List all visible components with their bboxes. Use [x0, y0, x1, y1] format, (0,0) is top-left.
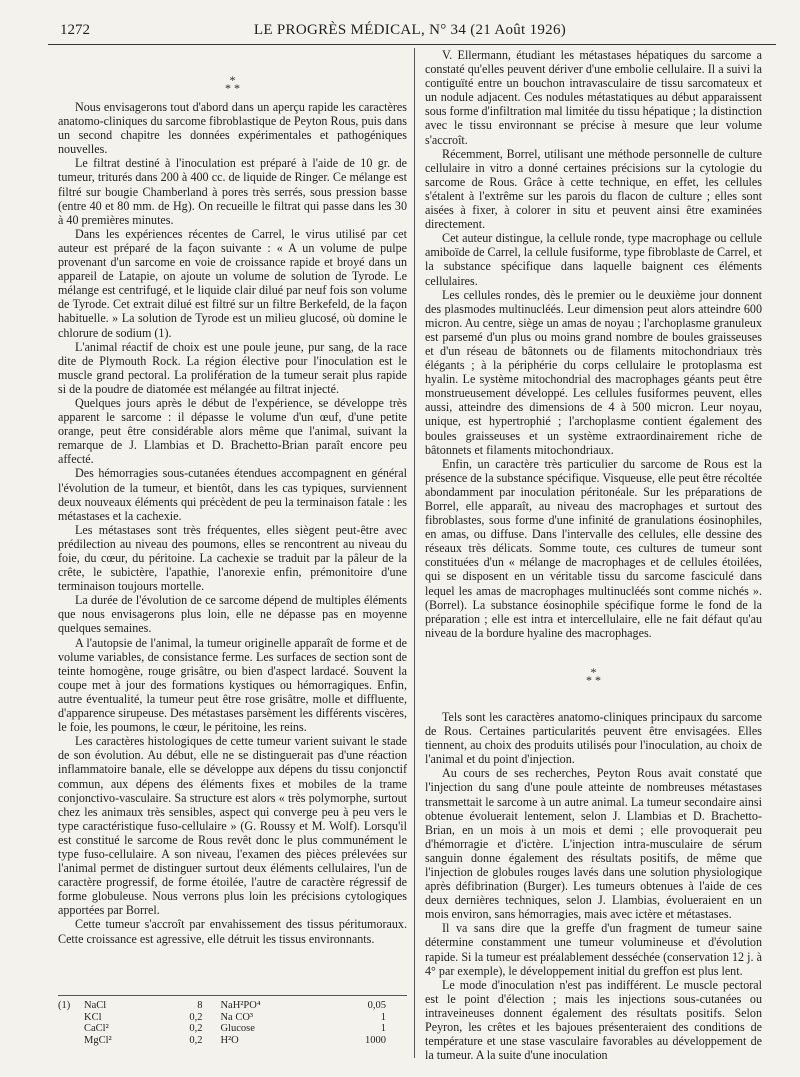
- paragraph: Les métastases sont très fréquentes, elles siègent peut-être avec prédilection au niveau des poumons, elles se rencontrent au niveau du foie, du cœur, du péritoine. La cachexie se traduit par la pâleur de la crête, le subictère, l'apathie, l'anorexie enfin, prémonitoire d'une terminaison toujours mortelle.: [58, 522, 407, 594]
- paragraph: Nous envisagerons tout d'abord dans un aperçu rapide les caractères anatomo-cliniques du sarcome fibroblastique de Peyton Rous, puis dans un second chapitre les données expérimentales et pathogéniques nouvelles.: [58, 100, 407, 157]
- footnote-cell: 0,2: [189, 1034, 203, 1046]
- footnote-cell: NaCl: [84, 1000, 107, 1011]
- footnote-cell: NaH²PO⁴: [220, 1000, 261, 1011]
- column-divider: [414, 48, 415, 1058]
- right-column: [425, 48, 762, 1062]
- journal-title: LE PROGRÈS MÉDICAL, N° 34 (21 Août 1926): [253, 22, 567, 38]
- footnote-cell: 0,2: [189, 1023, 203, 1034]
- footnote-row: [58, 1012, 404, 1024]
- paragraph: Dans les expériences récentes de Carrel, le virus utilisé par cet auteur est préparé de la façon suivante : « A un volume de pulpe provenant d'un sarcome en voie de croissance rapide et broyé dans un appareil de Latapie, on ajoute un volume de solution de Tyrode. Le mélange est centrifugé, et le liquide clair dilué par neuf fois son volume de Tyrode. Cet extrait dilué est filtré sur un filtre Berkefeld, de la façon habituelle. » La solution de Tyrode est un milieu glucosé, où domine le chlorure de sodium (1).: [58, 226, 407, 340]
- paragraph: Au cours de ses recherches, Peyton Rous avait constaté que l'injection du sang d'une poule atteinte de nombreuses métastases transmettait le sarcome à un autre animal. La tumeur secondaire ainsi obtenue évoluerait lentement, selon J. Llambias et D. Brachetto-Brian, en un mois à un mois et demi ; elle provoquerait peu d'hémorragie et d'ictère. L'injection intra-musculaire de sérum sanguin donne également des résultats positifs, de même que l'injection de globules rouges lavés dans une solution physiologique après défibrination (Burger). Les tumeurs obtenues à l'aide de ces deux dernières techniques, selon J. Llambias, évolueraient en un mois environ, sans hémorragies, mais avec ictère et métastases.: [425, 766, 762, 922]
- footnote-cell: CaCl²: [84, 1023, 109, 1034]
- paragraph: Les cellules rondes, dès le premier ou le deuxième jour donnent des plasmodes multinucléés. Leur dimension peut alors atteindre 600 micron. Au centre, siège un amas de noyau ; l'archoplasme granuleux est parsemé d'un plus ou moins grand nombre de boules graisseuses et d'un réseau de bâtonnets ou de filaments mitochondriaux très élégants ; à la périphérie du corps cellulaire le protoplasma est hyalin. Le système mitochondrial des macrophages géants peut être monstrueusement développé. Les cellules fusiformes peuvent, elles aussi, atteindre des dimensions de 4 à 500 micron. Leur noyau, unique, est hypertrophié ; l'archoplasme contient également des boules graisseuses et un système extraordinairement riche de bâtonnets et filaments mitochondriaux.: [425, 287, 762, 457]
- paragraph: Tels sont les caractères anatomo-cliniques principaux du sarcome de Rous. Certaines particularités peuvent être envisagées. Elles tiennent, au choix des produits utilisés pour l'inoculation, au choix de l'animal et du point d'injection.: [425, 709, 762, 767]
- paragraph: Il va sans dire que la greffe d'un fragment de tumeur saine détermine constamment une tumeur volumineuse et d'évolution rapide. Si la tumeur est préalablement desséchée (conservation 12 j. à 4° par exemple), le développement initial du greffon est plus lent.: [425, 921, 762, 978]
- page-number: 1272: [60, 22, 90, 38]
- footnote-cell: MgCl²: [84, 1034, 112, 1046]
- paragraph: L'animal réactif de choix est une poule jeune, pur sang, de la race dite de Plymouth Rock. La région élective pour l'inoculation est le muscle grand pectoral. La prolifération de la tumeur serait plus rapide si de la poudre de diatomée est mélangée au filtrat injecté.: [58, 339, 407, 396]
- paragraph: Enfin, un caractère très particulier du sarcome de Rous est la présence de la substance spécifique. Visqueuse, elle peut être récoltée abondamment par inoculation péritonéale. Sur les préparations de Borrel, elle apparaît, au niveau des macrophages et surtout des fibroblastes, sous forme d'une infinité de granulations éosinophiles, en amas, ou diffuse. Dans l'intervalle des cellules, elle dessine des réseaux très délicats. Somme toute, ces cultures de tumeur sont constituées d'un « mélange de macrophages et de cellules étoilées, qui se disposent en un véritable tissu du sarcome fasciculé dans lequel les amas de macrophages multinucléés sont comme nichés ». (Borrel). La substance éosinophile spécifique forme le fond de la préparation ; elle est intra et intercellulaire, elle ne fait défaut qu'au niveau de la bordure hyaline des macrophages.: [425, 456, 762, 640]
- page-header: [60, 22, 760, 42]
- footnote-table: [58, 1000, 404, 1046]
- paragraph: Les caractères histologiques de cette tumeur varient suivant le stade de son évolution. Au début, elle ne se distinguerait pas d'une réaction inflammatoire banale, elle se développe aux dépens du tissu conjonctif commun, aux dépens des éléments fixes et mobiles de la trame conjonctivo-vasculaire. Sa structure est alors « très polymorphe, surtout chez les animaux très sensibles, aspect qui converge peu à peu vers le type caractéristique fuso-cellulaire » (G. Roussy et M. Wolf). Lorsqu'il est constitué le sarcome de Rous revêt donc le plus communément le type fuso-cellulaire. A son niveau, l'examen des pièces prélevées sur l'animal permet de distinguer surtout deux éléments cellulaires, l'un de caractère progressif, de forme étoilée, l'autre de caractère régressif de forme globuleuse. Nous verrons plus loin les précisions cytologiques apportées par Borrel.: [58, 734, 407, 918]
- paragraph: Le filtrat destiné à l'inoculation est préparé à l'aide de 10 gr. de tumeur, triturés dans 200 à 400 cc. de liquide de Ringer. Ce mélange est filtré sur bougie Chamberland à pores très serrés, sous pression basse (entre 40 et 80 mm. de Hg). On recueille le filtrat qui passe dans les 30 à 40 premières minutes.: [58, 156, 407, 227]
- paragraph: Cette tumeur s'accroît par envahissement des tissus péritumoraux. Cette croissance est agressive, elle détruit les tissus environnants.: [58, 917, 407, 946]
- left-column: [58, 73, 407, 946]
- footnote-cell: H²O: [220, 1034, 239, 1046]
- footnote-rule: [58, 995, 407, 996]
- footnote-cell: Glucose: [220, 1023, 255, 1034]
- footnote-row: [58, 1035, 404, 1047]
- paragraph: Des hémorragies sous-cutanées étendues accompagnent en général l'évolution de la tumeur, et bientôt, dans les cas typiques, surviennent deux nouveaux éléments qui précèdent de peu la terminaison fatale : les métastases et la cachexie.: [58, 466, 407, 523]
- paragraph: Cet auteur distingue, la cellule ronde, type macrophage ou cellule amiboïde de Carrel, la cellule fusiforme, type fibroblaste de Carrel, et la substance spécifique dans laquelle baignent ces éléments cellulaires.: [425, 231, 762, 288]
- footnote-cell: 1000: [365, 1034, 386, 1046]
- paragraph: Récemment, Borrel, utilisant une méthode personnelle de culture cellulaire in vitro a donné certaines précisions sur la cytologie du sarcome de Rous. Grâce à cette technique, en effet, les cellules s'étalent à l'extrême sur les parois du flacon de culture ; elles sont aisées à fixer, à colorer in situ et peuvent ainsi être examinées directement.: [425, 146, 762, 232]
- footnote-marker: (1): [58, 1000, 71, 1011]
- footnote-cell: KCl: [84, 1011, 102, 1023]
- paragraph: Quelques jours après le début de l'expérience, se développe très apparent le sarcome : il dépasse le volume d'un œuf, d'une petite orange, peut être considérable alors même que l'animal, suivant la remarque de J. Llambias et D. Brachetto-Brian paraît encore peu affecté.: [58, 395, 407, 467]
- section-ornament: * * *: [225, 73, 240, 95]
- paragraph: V. Ellermann, étudiant les métastases hépatiques du sarcome a constaté qu'elles peuvent dériver d'une embolie cellulaire. Il a suivi la contiguïté entre un bouchon intravasculaire de tissu sarcomateux et un nodule adjacent. Ces nodules métastatiques au début apparaissent sous forme d'infiltration mal limitée du tissu hépatique ; la distinction avec le tissu environnant se précise à mesure que leur volume s'accroît.: [425, 48, 762, 147]
- paragraph: Le mode d'inoculation n'est pas indifférent. Le muscle pectoral est le point d'élection ; mais les injections sous-cutanées ou intraveineuses donnent également des résultats positifs. Selon Peyron, les crêtes et les bajoues présenteraient des conditions de température et une stase vasculaire favorables au développement de la tumeur. A la suite d'une inoculation: [425, 977, 762, 1063]
- footnote-row: [58, 1000, 404, 1012]
- footnote-cell: 8: [197, 1000, 203, 1011]
- footnote-cell: Na CO³: [220, 1011, 254, 1023]
- footnote-cell: 0,05: [367, 1000, 386, 1011]
- footnote-row: [58, 1023, 404, 1035]
- paragraph: La durée de l'évolution de ce sarcome dépend de multiples éléments que nous envisagerons plus loin, elle ne dépasse pas en moyenne quelques semaines.: [58, 593, 407, 636]
- section-ornament: * * *: [586, 664, 601, 687]
- footnote-cell: 0,2: [189, 1011, 203, 1023]
- header-rule: [48, 44, 776, 45]
- paragraph: A l'autopsie de l'animal, la tumeur originelle apparaît de forme et de volume variables, de consistance ferme. Les surfaces de section sont de teinte homogène, rouge grisâtre, ou bien d'aspect lardacé. Souvent la coupe met à jour des formations kystiques ou hémorragiques. Enfin, autre éventualité, la tumeur peut être rose grisâtre, molle et diffluente, d'apparence sirupeuse. Des métastases parsèment les différents viscères, le foie, les poumons, le cœur, le péritoine, les reins.: [58, 635, 407, 735]
- footnote-cell: 1: [380, 1023, 386, 1034]
- footnote-cell: 1: [380, 1011, 386, 1023]
